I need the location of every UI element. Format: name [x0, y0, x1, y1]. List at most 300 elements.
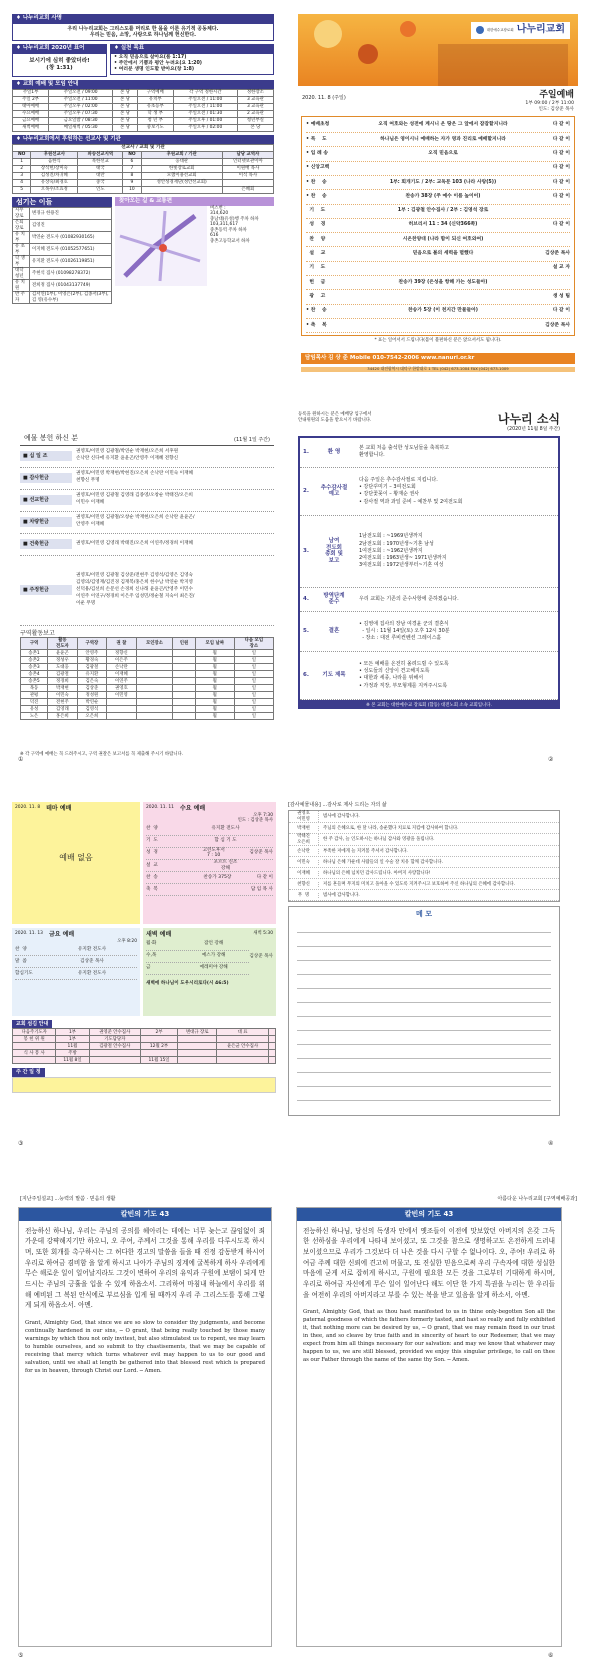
bus-line: 충촌고등학교서 하차 — [210, 238, 250, 244]
service-order-cell: 포르트 신조 강해 — [213, 859, 238, 871]
table-cell: 일 — [234, 678, 273, 685]
table-cell: 송촌4 — [21, 671, 48, 678]
table-cell: 일 — [234, 657, 273, 664]
table-cell: 6 — [123, 158, 141, 165]
table-row — [21, 678, 274, 685]
offering-type: ■ 감사헌금 — [20, 473, 72, 483]
table-cell — [173, 699, 195, 706]
thanks-row — [289, 811, 559, 823]
table-cell: 새벽예배 — [13, 125, 49, 132]
order-person: 생 성 팀 — [552, 293, 570, 299]
wednesday-leader: 인도 : 김상준 목사 — [237, 818, 273, 823]
table-cell: 일 — [234, 699, 273, 706]
table-row — [13, 90, 274, 97]
table-cell: 월 — [195, 692, 234, 699]
table-cell: 김성진/차귀혜 — [31, 172, 78, 179]
news-number: 5. — [303, 628, 309, 635]
table-header-cell: 후원선교사 — [31, 151, 78, 158]
table-cell: 박연순 — [77, 699, 107, 706]
table-cell — [178, 1057, 217, 1064]
table-cell: 권영호 — [107, 685, 137, 692]
table-cell: 3 교육관 — [237, 104, 273, 111]
memo-line — [297, 1003, 551, 1017]
table-header-cell: 파송선교지역 — [78, 151, 123, 158]
order-content: 오직 믿음으로 — [428, 150, 458, 156]
table-cell: 노은 — [21, 713, 48, 720]
service-order-row — [146, 872, 273, 884]
table-cell: 박연순 전도사 (01082930165) — [30, 232, 112, 244]
table-row — [13, 118, 274, 125]
offering-week: (11월 1일 주간) — [234, 436, 270, 443]
memo-line — [297, 933, 551, 947]
order-content: 찬송가 38장 (주 예수 이름 높이어) — [405, 193, 481, 199]
service-order-cell: 유지환 전도사 — [77, 946, 107, 952]
table-cell: 월 — [195, 699, 234, 706]
order-label: • 입 례 송 — [306, 150, 328, 156]
table-cell: 정경희 — [48, 678, 78, 685]
table-cell: 매일새벽 / 05:30 — [49, 125, 113, 132]
service-order-cell: 예레미야 강해 — [199, 965, 228, 971]
table-row — [13, 1043, 276, 1050]
order-label: • 신앙고백 — [306, 165, 330, 171]
service-order-cell: 금 — [146, 965, 151, 971]
offering-row — [20, 468, 274, 490]
table-cell: 관평 — [21, 692, 48, 699]
table-row — [13, 244, 112, 256]
order-row — [306, 190, 570, 204]
sermon-header: [지난주일설교] ...능력의 말씀 · 믿음의 생활 — [20, 1196, 116, 1202]
table-cell: 덕진 — [21, 699, 48, 706]
table-cell: 주일오전 / 11:00 — [173, 104, 237, 111]
table-header-cell: 구역 — [21, 638, 48, 650]
table-cell: 김상준 — [77, 685, 107, 692]
report-footer: ※ 각 구역에 예배는 꼭 드려주시고, 구역 권찰은 보고서를 꼭 제출해 주시기 바랍니다. — [20, 752, 184, 757]
table-cell: 주일오전 / 11:00 — [173, 97, 237, 104]
table-header-cell: 구역장 — [77, 638, 107, 650]
table-cell: 주방 — [56, 1050, 89, 1057]
news-footer: ※ 본 교회는 대한예수교 장로회 (합동) 대전노회 소속 교회입니다. — [298, 702, 560, 710]
service-leader: 인도: 김상준 목사 — [538, 106, 574, 112]
table-cell: 본 당 — [113, 97, 138, 104]
order-row — [306, 262, 570, 276]
table-cell: 홍은희 — [48, 713, 78, 720]
offering-names: 권영호/이민영 김광철 김영래 김종영/오창순 박태진/오은희 이민수 이재혜 — [76, 493, 193, 506]
table-cell: 학 생 부 — [137, 111, 173, 118]
worship-table — [12, 89, 274, 132]
memo-title: 메 모 — [416, 910, 432, 919]
practice-item: • 오직 믿음으로 살아요(롬 1:17) — [114, 55, 187, 61]
table-cell: 유지환 — [77, 671, 107, 678]
table-cell — [141, 186, 222, 193]
table-cell: 황경숙 — [77, 657, 107, 664]
memo-line — [297, 1087, 551, 1101]
news-item — [300, 438, 558, 468]
news-heading: 결혼 — [328, 628, 340, 635]
table-cell: 유상숙/최경호 — [31, 179, 78, 186]
service-order-row — [146, 860, 273, 872]
news-number: 4. — [303, 596, 309, 603]
vision-title: ♦ 나누리교회 사명 — [12, 14, 274, 23]
mission-subtitle: 선교사 / 교회 및 기관 — [12, 144, 274, 151]
table-cell: 11월 8일 — [56, 1057, 89, 1064]
table-cell: 유치부 — [137, 97, 173, 104]
table-cell — [173, 664, 195, 671]
map-illustration — [115, 206, 207, 286]
memo-line — [297, 1045, 551, 1059]
thanks-list — [288, 810, 560, 902]
table-cell: 주일1부 — [13, 90, 49, 97]
table-cell: 주일오후 / 01:00 — [173, 118, 237, 125]
table-cell: 본 당 — [113, 90, 138, 97]
table-row — [21, 692, 274, 699]
news-list — [298, 436, 560, 702]
order-label: • 축 복 — [306, 322, 327, 328]
table-cell — [173, 706, 195, 713]
table-cell: 시무장로 — [13, 208, 30, 220]
friday-time: 오후 8:20 — [117, 938, 137, 944]
order-person: 다 같 이 — [552, 136, 570, 142]
table-cell — [89, 1050, 140, 1057]
table-header-cell: 모인장소 — [136, 638, 173, 650]
table-cell: 금요예배 — [13, 118, 49, 125]
page-5-panel — [12, 802, 276, 1136]
table-cell — [136, 685, 173, 692]
table-cell: 봉 헌 위 원 — [13, 1036, 56, 1043]
table-row — [13, 292, 112, 304]
table-row — [13, 1050, 276, 1057]
table-cell: 7 — [123, 165, 141, 172]
table-cell: 도대웅 — [48, 664, 78, 671]
prayer-left-english: Grant, Almighty God, that since we are so slow to consider thy judgments, and become continually hardened in our sins, ─ O grant, that being really touched by those many warnings by which thou not only invitest, but also stimulatest us to repent, we may learn to humble ourselves, and so submit to thy chastisements, that we may be capable of receiving that mercy which turns whatever evil may happen to us to our good and salvation, until we shall at length be gathered into that blessed rest which is prepared for us in heaven, through Christ our Lord. ─ Amen. — [25, 1320, 265, 1374]
table-row — [13, 220, 112, 232]
table-cell: 변경규 한용진 — [30, 208, 112, 220]
news-content: 본 교회 처음 출석한 성도님들을 축복하고 환영합니다. — [359, 445, 450, 459]
report-title: 구역활동보고 — [20, 629, 55, 637]
table-row — [13, 104, 274, 111]
table-cell: 청 년 부 — [137, 118, 173, 125]
table-cell — [173, 692, 195, 699]
table-cell — [268, 1057, 275, 1064]
thanks-row — [289, 846, 559, 857]
order-label: 광 고 — [306, 293, 326, 299]
table-cell: 정한장소 — [237, 90, 273, 97]
service-order-cell: 찬 송 — [146, 875, 158, 881]
offering-row — [20, 556, 274, 626]
year-motto: 보시기에 심히 좋았더라! (창 1:31) — [12, 53, 107, 77]
order-label: 설 교 — [306, 251, 326, 257]
thanks-text: 범사에 감사합니다. — [323, 814, 360, 819]
table-cell: 1부 — [56, 1029, 89, 1036]
table-row — [13, 208, 112, 220]
table-cell — [140, 1050, 177, 1057]
table-header-cell: 다음 모임 장소 — [234, 638, 273, 650]
table-row — [13, 268, 112, 280]
table-cell: 김광철 — [48, 671, 78, 678]
order-label: 기 도 — [306, 265, 326, 271]
service-order-cell: 성 경 — [146, 850, 158, 856]
page-2-panel — [298, 14, 578, 374]
table-cell: 정성우 — [48, 657, 78, 664]
service-order-cell: 월·화 — [146, 941, 157, 947]
order-content: 믿음으로 볼의 세력을 멸했다 — [412, 251, 474, 257]
thanks-text: 범사에 감사합니다. — [323, 892, 360, 898]
order-person: 다 같 이 — [552, 308, 570, 314]
page-3-panel — [20, 434, 274, 752]
table-cell — [89, 1057, 140, 1064]
friday-date: 2020. 11. 13 — [15, 931, 43, 936]
table-cell — [136, 664, 173, 671]
table-cell: 본 당 — [113, 111, 138, 118]
memo-box — [288, 906, 560, 1116]
table-cell — [140, 1036, 177, 1043]
table-cell: 정향신 — [107, 650, 137, 657]
table-cell: 월 — [195, 650, 234, 657]
order-row — [306, 219, 570, 233]
table-cell: 금요일밤 / 08:30 — [49, 118, 113, 125]
page-number: ⑥ — [548, 1652, 554, 1659]
theme-body: 예배 없음 — [59, 852, 93, 862]
practice-title: ♦ 실천 목표 — [110, 44, 274, 53]
table-cell: 대학청년 — [13, 268, 30, 280]
order-row — [306, 247, 570, 261]
service-title: 주일예배 — [539, 90, 574, 100]
table-cell — [222, 179, 273, 186]
table-cell: 월 — [195, 671, 234, 678]
table-header-cell: 담당 교역자 — [222, 151, 273, 158]
table-row — [21, 657, 274, 664]
table-cell: 학 생 부 — [13, 256, 30, 268]
church-logo-icon — [476, 26, 484, 34]
table-cell: 전희정 집사 (01043137749) — [30, 280, 112, 292]
order-person: 설 교 자 — [552, 265, 570, 271]
order-content: 히브리서 11 : 34 (신약366쪽) — [408, 222, 478, 228]
prayer-right-english: Grant, Almighty God, that as thou hast manifested to us in thine only-begotten Son all the paternal goodness of which the fathers formerly tasted, and hast so really and fully exhibited it, that nothing more can be desired by us, ─ O grant, that we may remain fixed in our trust in thee, and so cleave by true faith and in sincerity of heart to our Redeemer, that we may expect from him all things necessary for our salvation: and may we know that whatever may happen to us, we are still blessed, provided we enjoy this singular privilege, to call on thee as our Father through the name of the same thy Son. ─ Amen. — [303, 1309, 555, 1364]
table-row — [13, 232, 112, 244]
service-order-cell: 찬 양 — [15, 946, 27, 952]
table-header-cell: NO — [13, 151, 31, 158]
table-cell — [136, 706, 173, 713]
table-cell: 안영주 — [77, 650, 107, 657]
thanks-name: 이민숙 — [289, 860, 319, 866]
order-content: 찬송가 5장 (이 천지간 만물들아) — [407, 308, 478, 314]
news-item — [300, 468, 558, 516]
dawn-title: 새벽 예배 — [146, 931, 172, 938]
table-cell: 오은희 — [77, 713, 107, 720]
order-row — [306, 133, 570, 147]
offering-type: ■ 십 일 조 — [20, 451, 72, 461]
practice-item: • 여러분 생명 인도할 받아요(창 1:8) — [114, 67, 195, 73]
order-label: • 찬 송 — [306, 179, 327, 185]
table-cell: 12월 2부 — [140, 1043, 177, 1050]
page-number: ① — [18, 756, 24, 763]
service-order-cell: 유지환 전도사 — [211, 826, 240, 832]
table-cell: 이민숙 — [48, 692, 78, 699]
prayer-left-korean: 전능하신 하나님, 우리는 주님의 공의를 헤아리는 데에는 너무 늦는고 끊임없이 죄 가운데 강퍅해지기만 하오니, 오 주여, 주께서 그것을 통해 우리를 다루시도록 하시며, 또한 회개를 촉구하시는 그 허다한 경고의 말씀을 들을 때 진정 감동받게 하시어 우리로 하여금 겸비함 을 알게 하시고 나아가 주님의 징계에 굴복하게 하사 우리에게 무슨 해로운 일이 일어날지라도 그것이 변하여 우리의 유익과 구원에 보탬이 되게 만드시는 주님의 긍휼을 입을 수 있게 하옵소서. 그리하여 마침내 하늘에서 우리를 위해 예비된 그 복된 안식에로 부르심을 입게 될 때까지 우리 주 그리스도를 통해 그렇게 되게 하옵소서. 아멘. — [25, 1226, 265, 1310]
table-cell — [13, 1043, 56, 1050]
table-cell: 김영진 — [30, 220, 112, 232]
news-heading: 기도 제목 — [322, 672, 346, 679]
thanks-text: 부족한 저에게 늘 지켜봄 주셔서 감사합니다. — [323, 848, 408, 854]
service-order-cell: 김상준 목사 — [80, 958, 104, 964]
offering-row — [20, 512, 274, 534]
bus-line: 충남대(유성)행 주차 하차 — [210, 216, 259, 222]
table-cell: 장석헌/장미숙 — [31, 165, 78, 172]
dawn-box — [143, 928, 276, 1016]
table-row — [13, 158, 274, 165]
offering-type: ■ 선교헌금 — [20, 495, 72, 505]
practice-item: • 주안에서 기쁨과 평안 누려요(요 1:20) — [114, 61, 202, 67]
service-order-row — [146, 951, 249, 963]
thanks-row — [289, 890, 559, 901]
offering-row — [20, 534, 274, 556]
table-row — [21, 699, 274, 706]
order-note: * 표는 일어서서 드립니다(몸이 불편하신 분은 앉으셔서도 됩니다). — [374, 338, 502, 344]
service-order-row — [146, 884, 273, 896]
table-row — [13, 165, 274, 172]
table-cell — [107, 713, 137, 720]
order-person: 김상준 목사 — [545, 322, 570, 328]
bus-line: 중촌동역 주차 하차 — [210, 227, 247, 233]
service-order-cell: 담 임 목 사 — [250, 887, 273, 893]
table-cell: 식 사 봉 사 — [13, 1050, 56, 1057]
table-cell: 권영준 안수집사 — [89, 1029, 140, 1036]
news-heading: 방역단계 준수 — [323, 592, 345, 606]
order-person: 다 같 이 — [552, 165, 570, 171]
table-cell — [173, 657, 195, 664]
news-heading: 남여 전도회 총회 및 보고 — [325, 537, 343, 565]
table-cell — [217, 1036, 268, 1043]
table-cell — [268, 1029, 275, 1036]
table-cell: 월 — [195, 713, 234, 720]
table-cell: 일 — [234, 671, 273, 678]
table-cell: 주일오후 / 02:00 — [173, 125, 237, 132]
table-cell: 8 — [123, 172, 141, 179]
table-cell: 주현석 집사 (01098278372) — [30, 268, 112, 280]
table-cell: 이지혜 전도사 (01052577651) — [30, 244, 112, 256]
table-cell — [178, 1036, 217, 1043]
news-content: • 모든 예배를 온전히 올려드릴 수 있도록 • 성도들의 신앙이 견고해지도록 • 대한과 세종, 나라를 위해서 • 가정과 직장, 부모형제를 지켜주시도록 — [359, 660, 449, 689]
news-item — [300, 612, 558, 652]
table-cell — [107, 706, 137, 713]
table-header-cell: NO — [123, 151, 141, 158]
bus-line: 616 — [210, 233, 219, 239]
order-row — [306, 290, 570, 304]
table-cell: 월 — [195, 706, 234, 713]
table-cell: 구역예배 — [137, 90, 173, 97]
table-cell: 송촌5 — [21, 678, 48, 685]
news-number: 2. — [303, 488, 309, 495]
service-order-cell: 예스가 강해 — [201, 953, 226, 959]
wednesday-box — [143, 802, 276, 924]
table-row — [13, 111, 274, 118]
thanks-text: 하나님 은혜 가운데 사람들의 일 수술 잘 치유 함께 감사합니다. — [323, 859, 443, 865]
mission-table — [12, 151, 274, 194]
table-row — [13, 179, 274, 186]
thanks-row — [289, 879, 559, 890]
thanks-text: 하나님의 은혜 넘치던 감사드립니다. 아버지 사랑합니다! — [323, 870, 431, 876]
order-person: 다 같 이 — [552, 122, 570, 128]
table-cell: 11월 15일 — [140, 1057, 177, 1064]
staff-table — [12, 207, 112, 304]
order-row — [306, 233, 570, 247]
table-row — [21, 713, 274, 720]
memo-line — [297, 947, 551, 961]
order-row — [306, 119, 570, 133]
service-order-cell: 유지환 전도사 — [77, 970, 107, 976]
service-order-row — [146, 939, 249, 951]
order-person: 다 같 이 — [552, 150, 570, 156]
table-cell: 유 초 부 — [13, 244, 30, 256]
table-cell: 윤윤곤 — [48, 650, 78, 657]
table-cell: 은혜회 — [222, 186, 273, 193]
service-order-cell: 수,목 — [146, 953, 157, 959]
news-item — [300, 588, 558, 612]
table-cell: 성안성경재단(성안선교회) — [141, 179, 222, 186]
service-order-cell: 말 씀 — [15, 958, 27, 964]
service-order-cell: 기 도 — [146, 838, 158, 844]
memo-line — [297, 1031, 551, 1045]
order-row — [306, 319, 570, 333]
order-label: 기 도 — [306, 208, 326, 214]
table-row — [13, 256, 112, 268]
table-cell — [178, 1043, 217, 1050]
table-cell: 이원배 목사 — [222, 165, 273, 172]
table-cell: 모했이용선교회 — [141, 172, 222, 179]
table-cell: 중국 — [78, 179, 123, 186]
table-cell: 월 — [195, 678, 234, 685]
order-row — [306, 276, 570, 290]
table-cell: 11월 — [56, 1043, 89, 1050]
memo-line — [297, 1059, 551, 1073]
thanks-name: 손낙란 — [289, 849, 319, 855]
offering-list — [20, 445, 274, 626]
table-cell — [268, 1050, 275, 1057]
table-cell: 본 당 — [113, 104, 138, 111]
page-number: ③ — [18, 1140, 24, 1147]
table-cell — [173, 678, 195, 685]
table-cell: 10 — [123, 186, 141, 193]
offering-type: ■ 건축헌금 — [20, 539, 72, 549]
thanks-row — [289, 868, 559, 879]
table-cell: 2부 — [140, 1029, 177, 1036]
table-header-cell: 인원 — [173, 638, 195, 650]
table-cell: 주일 2부 — [13, 97, 49, 104]
dawn-leader: 김상준 목사 — [249, 953, 273, 959]
table-cell — [173, 650, 195, 657]
serve-table — [12, 1028, 276, 1064]
church-name: 나누리교회 — [516, 24, 565, 35]
table-cell: 주일오전 / 11:00 — [49, 97, 113, 104]
table-cell — [217, 1050, 268, 1057]
order-row — [306, 176, 570, 190]
table-cell: 전현주 — [48, 699, 78, 706]
table-cell: 일 — [234, 692, 273, 699]
news-heading: 환 영 — [327, 449, 341, 456]
table-cell: 월 — [195, 685, 234, 692]
page-number: ② — [548, 756, 554, 763]
table-cell: 김광철 안수집사 — [89, 1043, 140, 1050]
offering-names: 권영호/이민영 김광철/오창순 박재현/오은희 손낙란 윤윤곤/ 안영주 이재혜 — [76, 515, 195, 528]
thanks-name: 박재현 — [289, 826, 319, 832]
memo-line — [297, 975, 551, 989]
table-cell: 주일오전 / 01:30 — [173, 111, 237, 118]
table-cell: 대만 — [78, 172, 123, 179]
news-item — [300, 516, 558, 588]
order-label: 헌 금 — [306, 279, 326, 285]
table-cell: 인터넷보관이아 — [222, 158, 273, 165]
page-4-panel — [298, 412, 560, 752]
thanks-name: 무 명 — [289, 893, 319, 899]
